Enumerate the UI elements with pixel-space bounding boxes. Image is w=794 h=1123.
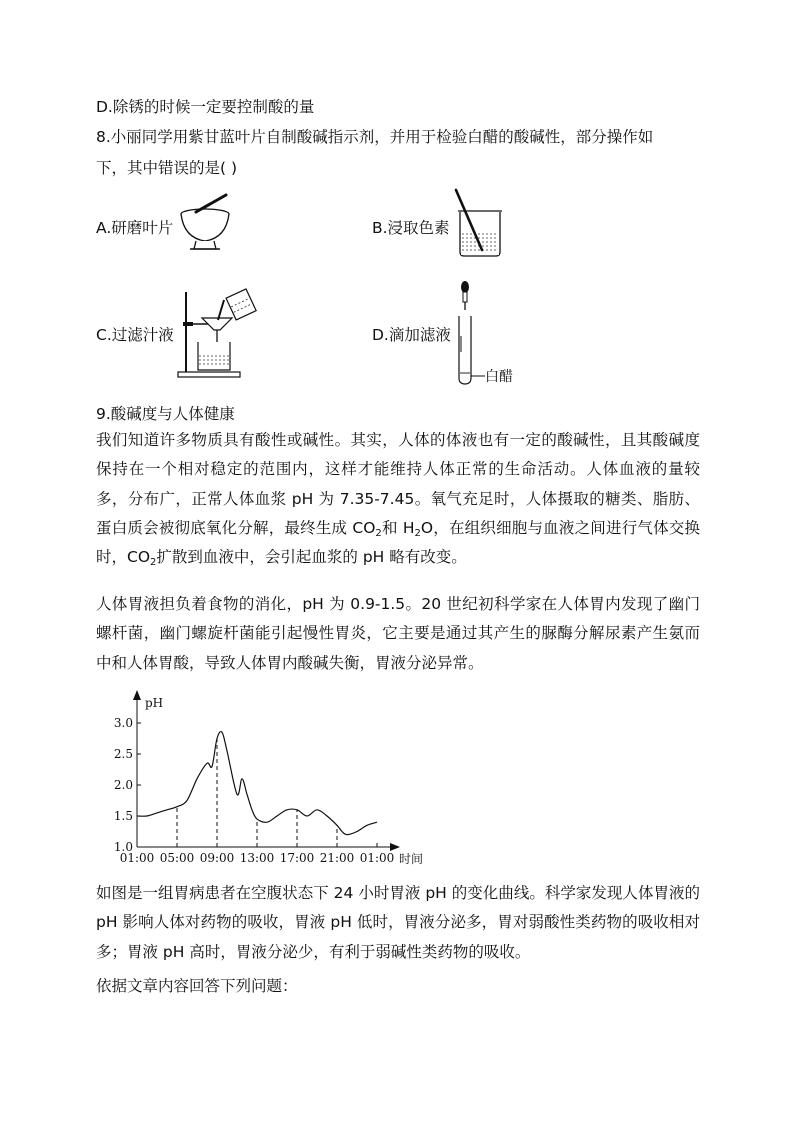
q8-option-b: B.浸取色素	[372, 219, 450, 237]
q8-stem-line1: 8.小丽同学用紫甘蓝叶片自制酸碱指示剂，并用于检验白醋的酸碱性，部分操作如	[96, 128, 654, 146]
y-axis-arrow	[133, 690, 141, 700]
x-tick-label: 17:00	[279, 851, 315, 865]
y-axis-label: pH	[145, 696, 164, 710]
q8-stem-line2: 下，其中错误的是( )	[96, 159, 238, 177]
q8-option-c: C.过滤汁液	[96, 326, 174, 344]
q9-title: 9.酸碱度与人体健康	[96, 405, 235, 423]
y-tick-label: 1.5	[113, 809, 133, 823]
x-tick-label: 13:00	[239, 851, 275, 865]
q9-paragraph-4: 依据文章内容回答下列问题：	[96, 977, 298, 995]
q9-paragraph-2: 人体胃液担负着食物的消化，pH 为 0.9-1.5。20 世纪初科学家在人体胃内发现了幽门螺杆菌，幽门螺旋杆菌能引起慢性胃炎，它主要是通过其产生的脲酶分解尿素产生氨而中和人体胃酸，导致人体胃内酸碱失衡，胃液分泌异常。	[96, 595, 700, 672]
x-tick-label: 01:00	[359, 851, 395, 865]
x-axis-label: 时间	[399, 852, 424, 866]
y-tick-label: 2.5	[113, 747, 133, 761]
x-tick-label: 21:00	[319, 851, 355, 865]
x-tick-label: 01:00	[119, 851, 155, 865]
beaker-illustration	[453, 188, 503, 260]
dropper-test-tube-illustration	[455, 280, 485, 386]
ph-series-line	[137, 732, 377, 835]
q8-option-d: D.滴加滤液	[372, 326, 451, 344]
y-tick-label: 3.0	[113, 716, 133, 730]
q9-paragraph-3: 如图是一组胃病患者在空腹状态下 24 小时胃液 pH 的变化曲线。科学家发现人体胃液的 pH 影响人体对药物的吸收，胃液 pH 低时，胃液分泌多，胃对弱酸性类药物的吸收相对多；胃液 pH 高时，胃液分泌少，有利于弱碱性类药物的吸收。	[96, 884, 700, 961]
filtration-apparatus-illustration	[176, 284, 262, 380]
x-axis-arrow	[390, 843, 400, 851]
y-tick-label: 1.0	[113, 840, 133, 854]
y-tick-label: 2.0	[113, 778, 133, 792]
q9-paragraph-1: 我们知道许多物质具有酸性或碱性。其实，人体的体液也有一定的酸碱性，且其酸碱度保持在一个相对稳定的范围内，这样才能维持人体正常的生命活动。人体血液的量较多，分布广，正常人体血浆 pH 为 7.35-7.45。氧气充足时，人体摄取的糖类、脂肪、蛋白质会被彻底氧化分解，最终生成 $CO_2$和 $H_2O$，在组织细胞与血液之间进行气体交换时，$CO_2$扩散到血液中，会引起血浆的 pH 略有改变。	[96, 431, 701, 569]
mortar-pestle-illustration	[176, 192, 234, 254]
q7-option-d: D.除锈的时候一定要控制酸的量	[96, 98, 315, 116]
ph-line-chart	[112, 688, 442, 874]
baicu-label: 白醋	[485, 369, 513, 385]
x-tick-label: 09:00	[199, 851, 235, 865]
x-tick-label: 05:00	[159, 851, 195, 865]
q8-option-a: A.研磨叶片	[96, 219, 174, 237]
